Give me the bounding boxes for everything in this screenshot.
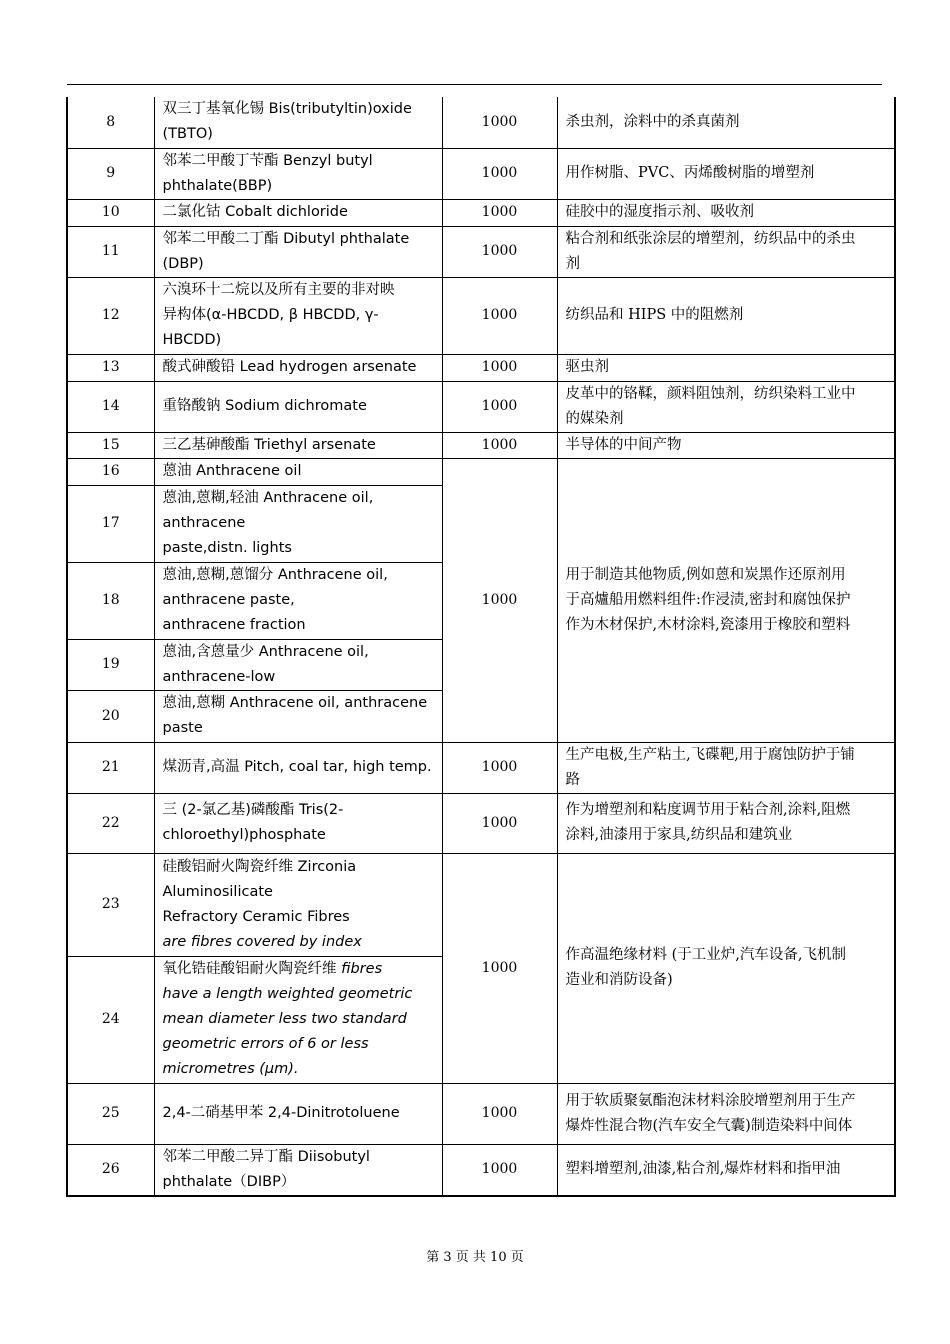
row-number: 25	[67, 1083, 154, 1144]
row-number: 24	[67, 956, 154, 1083]
substance-name: 2,4-二硝基甲苯 2,4-Dinitrotoluene	[154, 1083, 442, 1144]
substance-name: 蒽油,蒽糊 Anthracene oil, anthracene paste	[154, 690, 442, 742]
row-number: 22	[67, 793, 154, 853]
limit-value: 1000	[442, 793, 557, 853]
row-number: 16	[67, 458, 154, 485]
table-row	[67, 458, 895, 485]
row-number: 8	[67, 97, 154, 148]
substance-name: 三 (2-氯乙基)磷酸酯 Tris(2- chloroethyl)phosphate	[154, 793, 442, 853]
limit-value: 1000	[442, 381, 557, 432]
substance-name: 邻苯二甲酸二丁酯 Dibutyl phthalate (DBP)	[154, 226, 442, 277]
row-number: 23	[67, 853, 154, 956]
table-row	[67, 97, 895, 148]
usage-text: 驱虫剂	[557, 354, 895, 381]
substance-name: 蒽油 Anthracene oil	[154, 458, 442, 485]
limit-value: 1000	[442, 354, 557, 381]
table-row	[67, 148, 895, 199]
header-rule	[67, 84, 882, 85]
row-number: 19	[67, 639, 154, 690]
table-row	[67, 853, 895, 956]
limit-value: 1000	[442, 97, 557, 148]
table-row	[67, 793, 895, 853]
usage-text: 用于制造其他物质,例如蒽和炭黑作还原剂用 于高爐船用燃料组件:作浸渍,密封和腐蚀保护 作为木材保护,木材涂料,瓷漆用于橡胶和塑料	[557, 458, 895, 742]
usage-text: 粘合剂和纸张涂层的增塑剂，纺织品中的杀虫 剂	[557, 226, 895, 277]
usage-text: 皮革中的铬鞣，颜料阻蚀剂，纺织染料工业中 的媒染剂	[557, 381, 895, 432]
limit-value: 1000	[442, 1083, 557, 1144]
usage-text: 用作树脂、PVC、丙烯酸树脂的增塑剂	[557, 148, 895, 199]
substance-name: 三乙基砷酸酯 Triethyl arsenate	[154, 432, 442, 458]
usage-text: 硅胶中的湿度指示剂、吸收剂	[557, 199, 895, 226]
substance-name: 邻苯二甲酸丁苄酯 Benzyl butyl phthalate(BBP)	[154, 148, 442, 199]
row-number: 9	[67, 148, 154, 199]
row-number: 12	[67, 277, 154, 354]
substance-table	[66, 97, 896, 1197]
limit-value: 1000	[442, 1144, 557, 1196]
usage-text: 生产电极,生产粘土,飞碟靶,用于腐蚀防护于铺 路	[557, 742, 895, 793]
row-number: 18	[67, 562, 154, 639]
substance-name: 硅酸铝耐火陶瓷纤维 Zirconia Aluminosilicate Refractory Ceramic Fibres are fibres covered by index	[154, 853, 442, 956]
table-row	[67, 199, 895, 226]
table-row	[67, 432, 895, 458]
limit-value: 1000	[442, 199, 557, 226]
row-number: 11	[67, 226, 154, 277]
usage-text: 用于软质聚氨酯泡沫材料涂胶增塑剂用于生产 爆炸性混合物(汽车安全气囊)制造染料中间体	[557, 1083, 895, 1144]
row-number: 26	[67, 1144, 154, 1196]
table-row	[67, 277, 895, 354]
substance-name: 六溴环十二烷以及所有主要的非对映 异构体(α-HBCDD, β HBCDD, γ- HBCDD)	[154, 277, 442, 354]
row-number: 15	[67, 432, 154, 458]
table-row	[67, 1083, 895, 1144]
usage-text: 纺织品和 HIPS 中的阻燃剂	[557, 277, 895, 354]
limit-value: 1000	[442, 432, 557, 458]
usage-text: 作高温绝缘材料 (于工业炉,汽车设备,飞机制 造业和消防设备)	[557, 853, 895, 1083]
page-footer: 第 3 页 共 10 页	[426, 1250, 524, 1265]
limit-value: 1000	[442, 148, 557, 199]
substance-name: 蒽油,含蒽量少 Anthracene oil, anthracene-low	[154, 639, 442, 690]
substance-name: 蒽油,蒽糊,轻油 Anthracene oil, anthracene paste,distn. lights	[154, 485, 442, 562]
limit-value: 1000	[442, 853, 557, 1083]
usage-text: 杀虫剂，涂料中的杀真菌剂	[557, 97, 895, 148]
substance-name: 重铬酸钠 Sodium dichromate	[154, 381, 442, 432]
row-number: 13	[67, 354, 154, 381]
usage-text: 半导体的中间产物	[557, 432, 895, 458]
substance-name: 氧化锆硅酸铝耐火陶瓷纤维 fibres have a length weighted geometric mean diameter less two standard geometric errors of 6 or less micrometres (μm).	[154, 956, 442, 1083]
table-row	[67, 226, 895, 277]
row-number: 14	[67, 381, 154, 432]
table-row	[67, 1144, 895, 1196]
row-number: 10	[67, 199, 154, 226]
substance-name: 双三丁基氧化锡 Bis(tributyltin)oxide (TBTO)	[154, 97, 442, 148]
usage-text: 作为增塑剂和粘度调节用于粘合剂,涂料,阻燃 涂料,油漆用于家具,纺织品和建筑业	[557, 793, 895, 853]
substance-name: 煤沥青,高温 Pitch, coal tar, high temp.	[154, 742, 442, 793]
table-row	[67, 742, 895, 793]
limit-value: 1000	[442, 226, 557, 277]
substance-name: 蒽油,蒽糊,蒽馏分 Anthracene oil, anthracene paste, anthracene fraction	[154, 562, 442, 639]
limit-value: 1000	[442, 277, 557, 354]
substance-name: 酸式砷酸铅 Lead hydrogen arsenate	[154, 354, 442, 381]
substance-name: 二氯化钴 Cobalt dichloride	[154, 199, 442, 226]
table-row	[67, 381, 895, 432]
row-number: 17	[67, 485, 154, 562]
table-row	[67, 354, 895, 381]
limit-value: 1000	[442, 458, 557, 742]
substance-note: are fibres covered by index	[162, 933, 362, 950]
row-number: 20	[67, 690, 154, 742]
usage-text: 塑料增塑剂,油漆,粘合剂,爆炸材料和指甲油	[557, 1144, 895, 1196]
limit-value: 1000	[442, 742, 557, 793]
substance-name: 邻苯二甲酸二异丁酯 Diisobutyl phthalate（DIBP）	[154, 1144, 442, 1196]
row-number: 21	[67, 742, 154, 793]
